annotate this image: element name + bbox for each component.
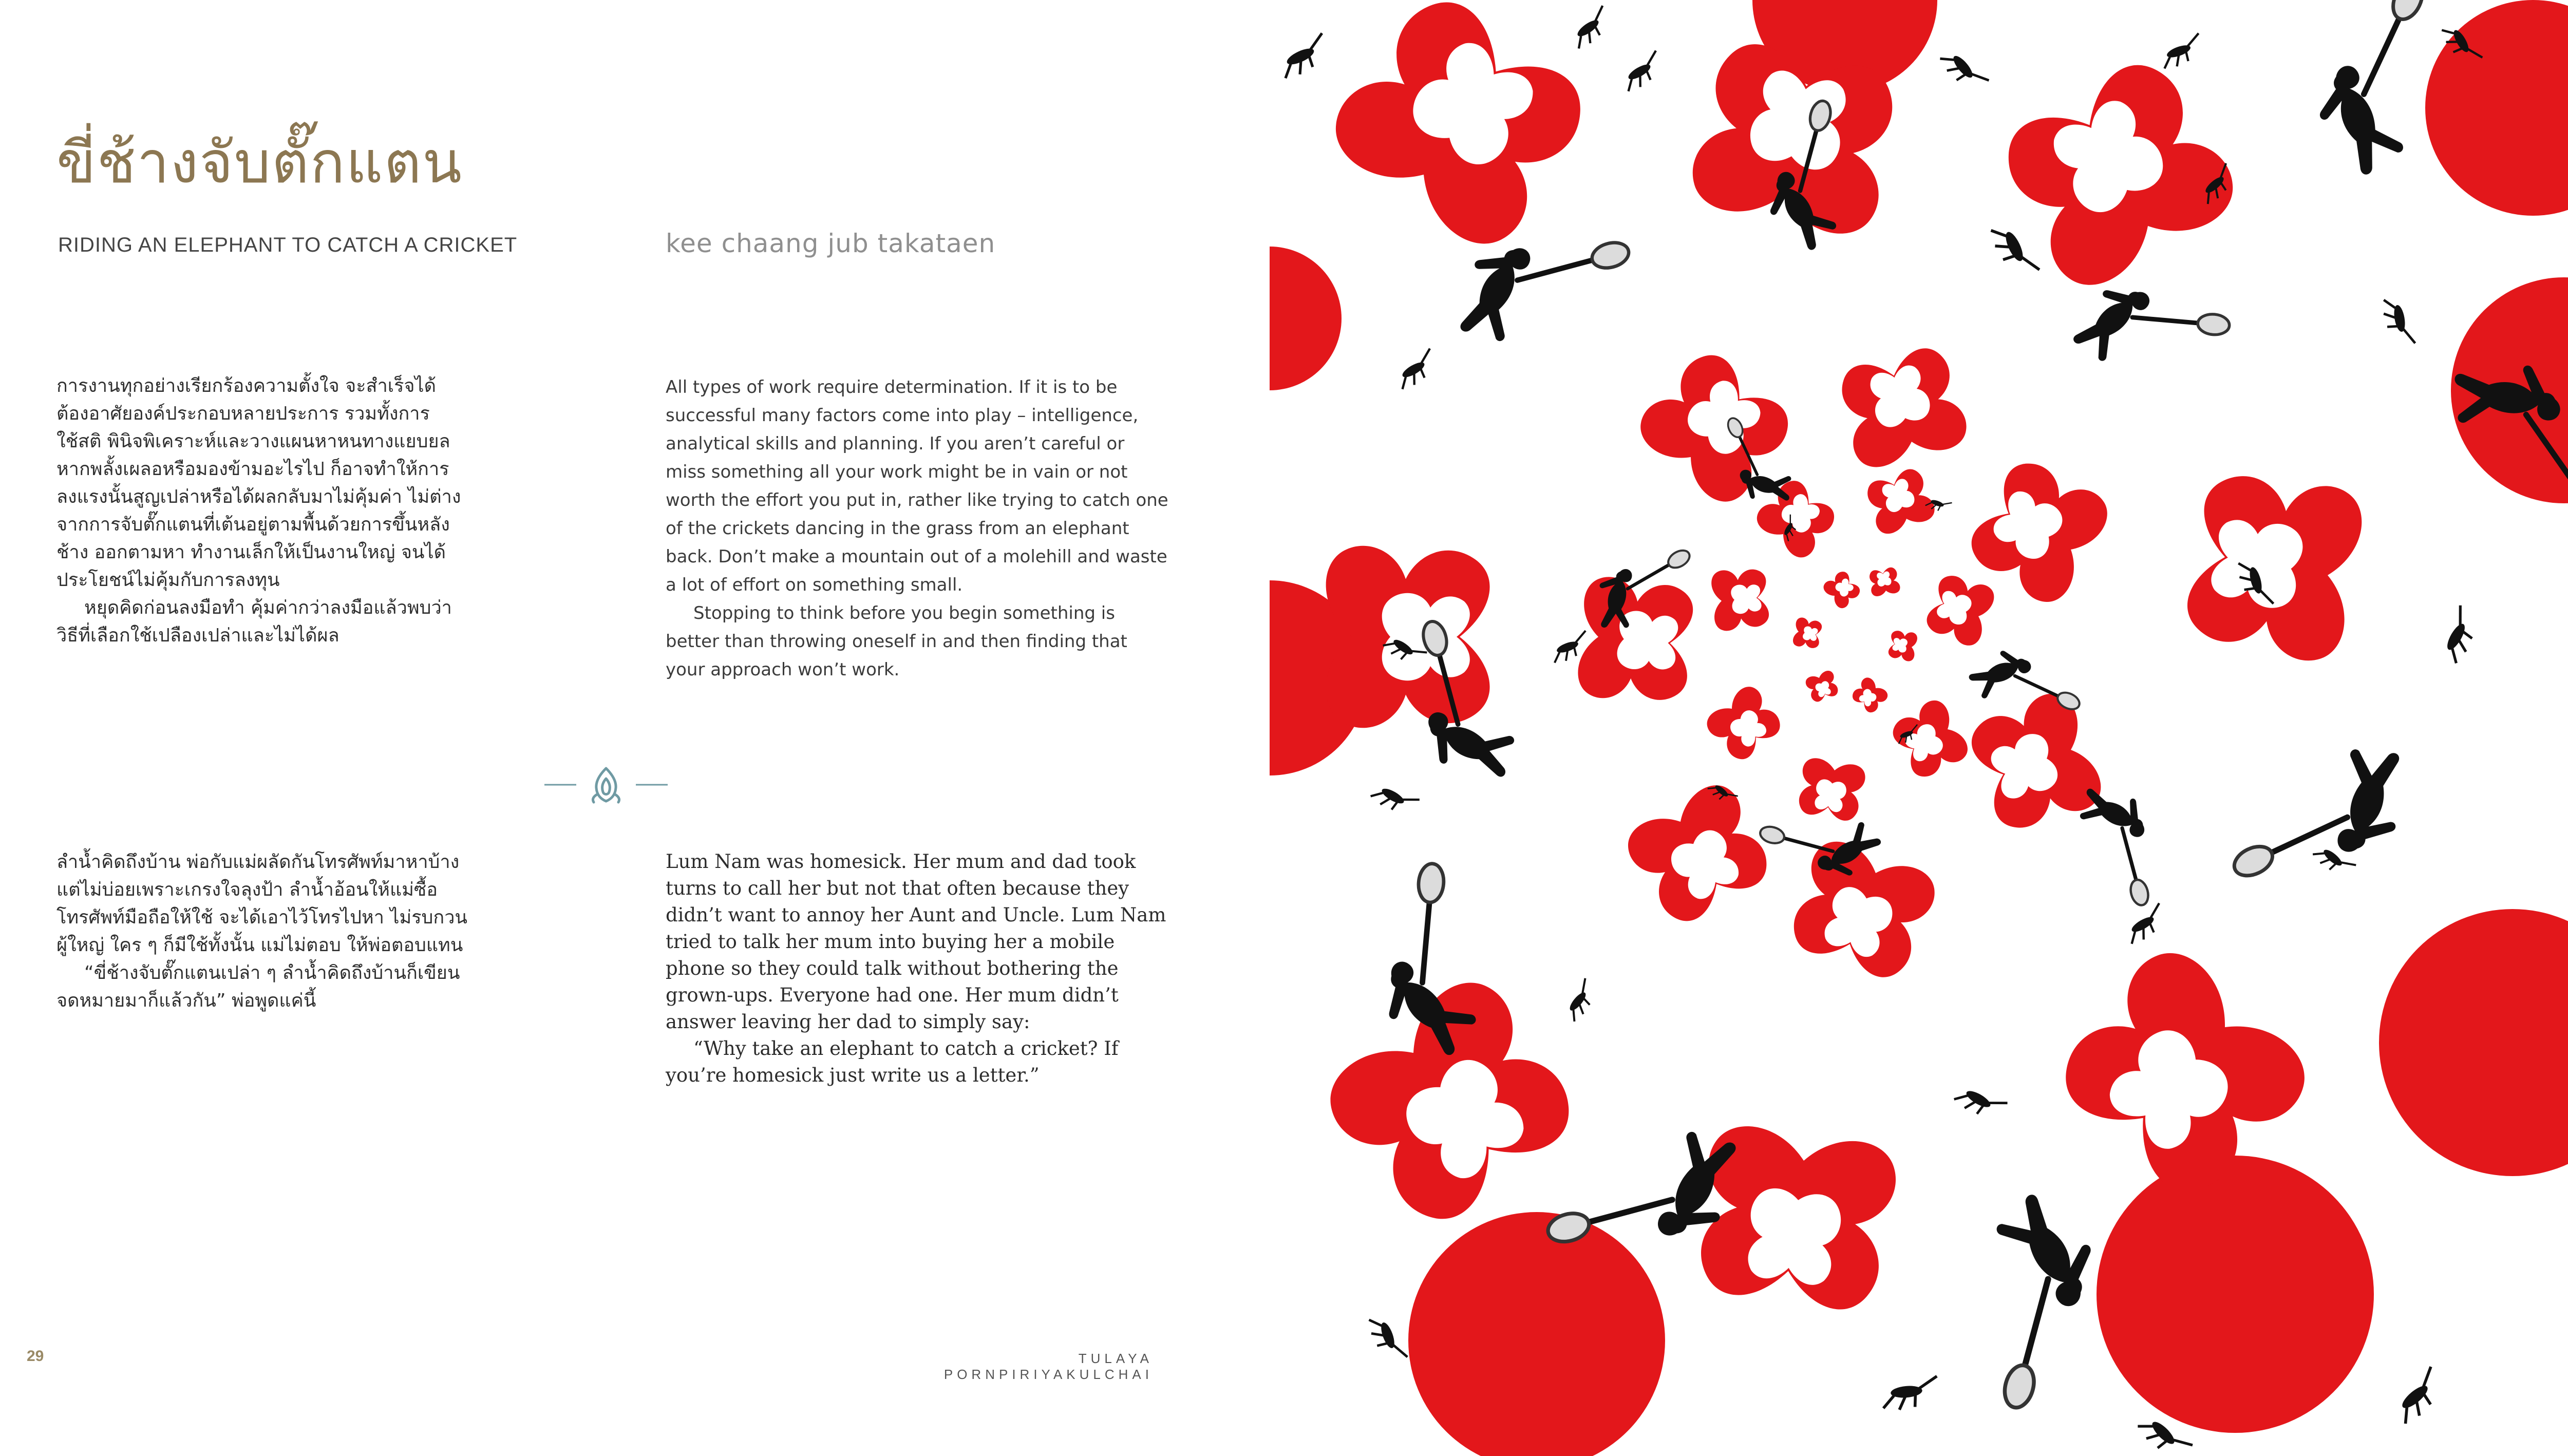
thai-line: ช้าง ออกตามหา ทำงานเล็กให้เป็นงานใหญ่ จนได้: [56, 542, 446, 563]
thai-line: ผู้ใหญ่ ใคร ๆ ก็มีใช้ทั้งนั้น แม่ไม่ตอบ ให้พ่อตอบแทน: [56, 935, 463, 956]
english-text-indented: “Why take an elephant to catch a cricket? If you’re homesick just write us a letter.”: [666, 1037, 1119, 1086]
thai-line-indented: หยุดคิดก่อนลงมือทำ คุ้มค่ากว่าลงมือแล้วพบว่า: [84, 597, 452, 618]
thai-line: การงานทุกอย่างเรียกร้องความตั้งใจ จะสำเร็จได้: [56, 375, 437, 396]
thai-line: วิธีที่เลือกใช้เปลืองเปล่าและไม่ได้ผล: [56, 625, 339, 646]
thai-line: ลงแรงนั้นสูญเปล่าหรือได้ผลกลับมาไม่คุ้มค่า ไม่ต่าง: [56, 486, 461, 507]
thai-line: จากการจับตั๊กแตนที่เต้นอยู่ตามพื้นด้วยการขึ้นหลัง: [56, 514, 450, 535]
story-title-thai: ขี่ช้างจับตั๊กแตน: [56, 129, 463, 196]
story-title-english: RIDING AN ELEPHANT TO CATCH A CRICKET: [58, 234, 518, 256]
thai-line: จดหมายมาก็แล้วกัน” พ่อพูดแค่นี้: [56, 990, 316, 1011]
thai-line: ใช้สติ พินิจพิเคราะห์และวางแผนหาหนทางแยบยล: [56, 431, 450, 452]
thai-paragraph-2: [56, 848, 560, 1015]
kaleidoscope-illustration: [1270, 0, 2568, 1456]
author-name: TULAYA PORNPIRIYAKULCHAI: [943, 1351, 1153, 1382]
english-text-indented: Stopping to think before you begin something is better than throwing oneself in and then finding that your approach won’t work.: [666, 603, 1127, 680]
ornament-divider: [544, 764, 668, 805]
thai-line: ประโยชน์ไม่คุ้มกับการลงทุน: [56, 570, 280, 591]
thai-line: หากพลั้งเผลอหรือมองข้ามอะไรไป ก็อาจทำให้การ: [56, 459, 449, 480]
english-text: All types of work require determination. If it is to be successful many factors come into play – intelligence, analytical skills and planning. If you aren’t careful or miss something all your work might be in vain or not worth the effort you put in, rather like trying to catch one of the crickets dancing in the grass from an elephant back. Don’t make a mountain out of a molehill and waste a lot of effort on something small.: [666, 377, 1168, 595]
thai-line-indented: “ขี่ช้างจับตั๊กแตนเปล่า ๆ ลำน้ำคิดถึงบ้านก็เขียน: [84, 962, 460, 984]
english-text: Lum Nam was homesick. Her mum and dad took turns to call her but not that often because they didn’t want to annoy her Aunt and Uncle. Lum Nam tried to talk her mum into buying her a mobile phone so they could talk without bothering the grown-ups. Everyone had one. Her mum didn’t answer leaving her dad to simply say:: [666, 850, 1166, 1033]
page-number: 29: [27, 1348, 44, 1365]
english-paragraph-1: [666, 373, 1169, 684]
english-paragraph-2: [666, 848, 1169, 1089]
thai-line: ลำน้ำคิดถึงบ้าน พ่อกับแม่ผลัดกันโทรศัพท์มาหาบ้าง: [56, 852, 460, 873]
thai-line: โทรศัพท์มือถือให้ใช้ จะได้เอาไว้โทรไปหา ไม่รบกวน: [56, 907, 468, 928]
story-title-romanization: kee chaang jub takataen: [666, 229, 996, 258]
thai-line: ต้องอาศัยองค์ประกอบหลายประการ รวมทั้งการ: [56, 403, 430, 424]
thai-line: แต่ไม่บ่อยเพราะเกรงใจลุงป้า ลำน้ำอ้อนให้แม่ซื้อ: [56, 879, 438, 900]
thai-ornament-icon: [593, 768, 619, 802]
thai-paragraph-1: [56, 372, 560, 650]
